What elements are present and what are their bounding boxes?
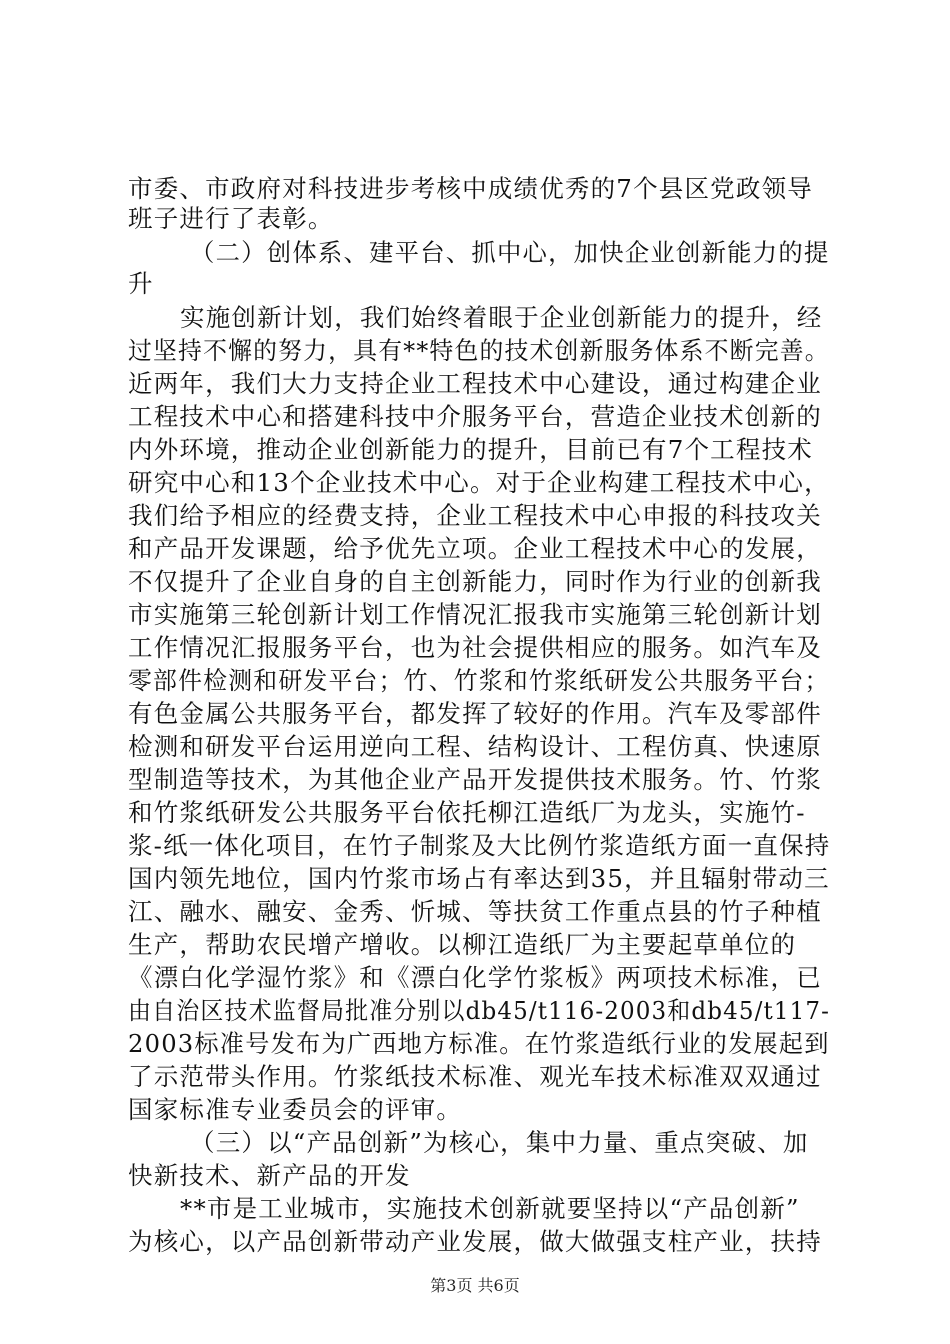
text-line: 和产品开发课题，给予优先立项。企业工程技术中心的发展， bbox=[128, 534, 822, 563]
text-line: 型制造等技术，为其他企业产品开发提供技术服务。竹、竹浆 bbox=[128, 765, 822, 794]
text-line: 近两年，我们大力支持企业工程技术中心建设，通过构建企业 bbox=[128, 369, 822, 398]
text-line: 江、融水、融安、金秀、忻城、等扶贫工作重点县的竹子种植 bbox=[128, 897, 822, 926]
text-line: 检测和研发平台运用逆向工程、结构设计、工程仿真、快速原 bbox=[128, 732, 822, 761]
text-line: 和竹浆纸研发公共服务平台依托柳江造纸厂为龙头，实施竹- bbox=[128, 798, 806, 827]
text-line: 了示范带头作用。竹浆纸技术标准、观光车技术标准双双通过 bbox=[128, 1062, 822, 1091]
text-line: 国家标准专业委员会的评审。 bbox=[128, 1095, 463, 1124]
text-line: 我们给予相应的经费支持，企业工程技术中心申报的科技攻关 bbox=[128, 501, 822, 530]
text-line: 市实施第三轮创新计划工作情况汇报我市实施第三轮创新计划 bbox=[128, 600, 822, 629]
page-footer: 第3页 共6页 bbox=[430, 1276, 520, 1295]
text-line: 过坚持不懈的努力，具有**特色的技术创新服务体系不断完善。 bbox=[128, 336, 830, 365]
text-line: 内外环境，推动企业创新能力的提升，目前已有7个工程技术 bbox=[128, 435, 813, 464]
text-line: 零部件检测和研发平台；竹、竹浆和竹浆纸研发公共服务平台； bbox=[128, 666, 830, 695]
text-line: 国内领先地位，国内竹浆市场占有率达到35，并且辐射带动三 bbox=[128, 864, 830, 893]
text-line: 不仅提升了企业自身的自主创新能力，同时作为行业的创新我 bbox=[128, 567, 822, 596]
text-line: 2003标准号发布为广西地方标准。在竹浆造纸行业的发展起到 bbox=[128, 1029, 830, 1058]
text-line: 实施创新计划，我们始终着眼于企业创新能力的提升，经 bbox=[180, 303, 823, 332]
text-line: 工作情况汇报服务平台，也为社会提供相应的服务。如汽车及 bbox=[128, 633, 822, 662]
section-heading: 升 bbox=[128, 269, 154, 298]
text-line: 有色金属公共服务平台，都发挥了较好的作用。汽车及零部件 bbox=[128, 699, 822, 728]
text-line: 工程技术中心和搭建科技中介服务平台，营造企业技术创新的 bbox=[128, 402, 822, 431]
text-line: **市是工业城市，实施技术创新就要坚持以“产品创新” bbox=[180, 1194, 800, 1223]
text-line: 研究中心和13个企业技术中心。对于企业构建工程技术中心， bbox=[128, 468, 830, 497]
text-line: 由自治区技术监督局批准分别以db45/t116-2003和db45/t117- bbox=[128, 996, 831, 1025]
text-line: 《漂白化学湿竹浆》和《漂白化学竹浆板》两项技术标准，已 bbox=[128, 963, 822, 992]
text-line: 为核心，以产品创新带动产业发展，做大做强支柱产业，扶持 bbox=[128, 1227, 822, 1256]
section-heading: 快新技术、新产品的开发 bbox=[128, 1161, 411, 1190]
text-line: 市委、市政府对科技进步考核中成绩优秀的7个县区党政领导 bbox=[128, 174, 813, 203]
text-line: 生产，帮助农民增产增收。以柳江造纸厂为主要起草单位的 bbox=[128, 930, 797, 959]
text-line: 班子进行了表彰。 bbox=[128, 204, 334, 233]
section-heading: （二）创体系、建平台、抓中心，加快企业创新能力的提 bbox=[190, 238, 830, 267]
section-heading: （三）以“产品创新”为核心，集中力量、重点突破、加 bbox=[190, 1128, 809, 1157]
text-line: 浆-纸一体化项目，在竹子制浆及大比例竹浆造纸方面一直保持 bbox=[128, 831, 831, 860]
